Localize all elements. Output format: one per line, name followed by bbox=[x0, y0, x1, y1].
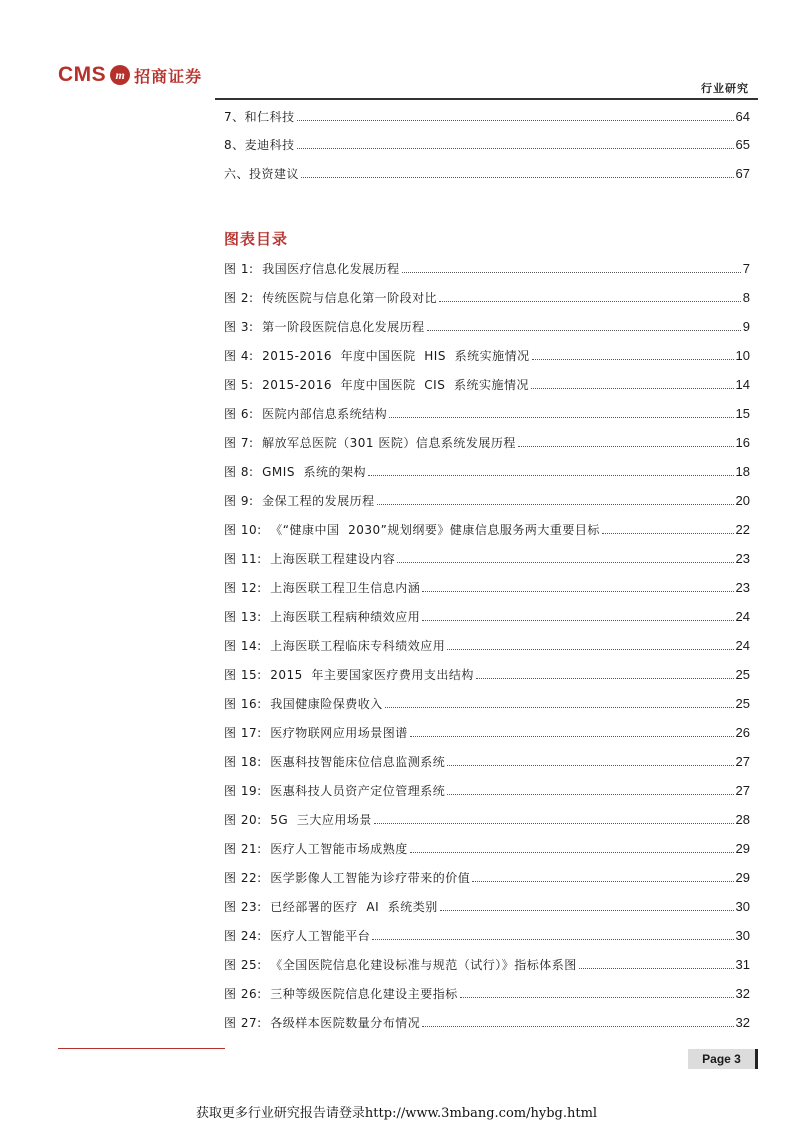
figure-entry-page: 32 bbox=[735, 986, 750, 1001]
dot-leader bbox=[460, 997, 734, 998]
figure-entry-page: 25 bbox=[735, 696, 750, 711]
figure-entry-label: 图 21: 医疗人工智能市场成熟度 bbox=[224, 842, 408, 856]
figure-entry[interactable] bbox=[224, 664, 750, 682]
dot-leader bbox=[377, 504, 734, 505]
toc-entry[interactable] bbox=[224, 106, 750, 124]
page-number-accent bbox=[755, 1049, 758, 1069]
dot-leader bbox=[476, 678, 734, 679]
figure-entry-label: 图 19: 医惠科技人员资产定位管理系统 bbox=[224, 784, 446, 798]
figure-entry-label: 图 17: 医疗物联网应用场景图谱 bbox=[224, 726, 408, 740]
figure-entry-page: 7 bbox=[742, 261, 750, 276]
dot-leader bbox=[297, 148, 734, 149]
figure-entry[interactable] bbox=[224, 722, 750, 740]
figure-entry-page: 29 bbox=[735, 870, 750, 885]
dot-leader bbox=[397, 562, 733, 563]
figure-entry-page: 8 bbox=[742, 290, 750, 305]
figure-entry-label: 图 22: 医学影像人工智能为诊疗带来的价值 bbox=[224, 871, 471, 885]
figure-entry-label: 图 24: 医疗人工智能平台 bbox=[224, 929, 371, 943]
figure-entry-page: 26 bbox=[735, 725, 750, 740]
figure-entry-label: 图 8: GMIS 系统的架构 bbox=[224, 465, 367, 479]
figure-entry-page: 16 bbox=[735, 435, 750, 450]
dot-leader bbox=[440, 910, 734, 911]
figure-entry-page: 24 bbox=[735, 638, 750, 653]
dot-leader bbox=[410, 736, 734, 737]
section-label: 行业研究 bbox=[701, 82, 749, 95]
figure-entry[interactable] bbox=[224, 983, 750, 1001]
figure-entry-label: 图 10: 《“健康中国 2030”规划纲要》健康信息服务两大重要目标 bbox=[224, 523, 600, 537]
figure-entry-page: 23 bbox=[735, 551, 750, 566]
figure-entry-page: 30 bbox=[735, 928, 750, 943]
dot-leader bbox=[410, 852, 734, 853]
dot-leader bbox=[531, 388, 734, 389]
figure-entry-label: 图 11: 上海医联工程建设内容 bbox=[224, 552, 396, 566]
figure-entry[interactable] bbox=[224, 374, 750, 392]
figure-entry-label: 图 13: 上海医联工程病种绩效应用 bbox=[224, 610, 421, 624]
figure-entry[interactable] bbox=[224, 693, 750, 711]
dot-leader bbox=[372, 939, 733, 940]
figure-entry-label: 图 27: 各级样本医院数量分布情况 bbox=[224, 1016, 421, 1030]
figure-entry-label: 图 25: 《全国医院信息化建设标准与规范（试行）》指标体系图 bbox=[224, 958, 577, 972]
figure-entry[interactable] bbox=[224, 896, 750, 914]
figure-entry-label: 图 6: 医院内部信息系统结构 bbox=[224, 407, 388, 421]
dot-leader bbox=[389, 417, 733, 418]
dot-leader bbox=[374, 823, 734, 824]
toc-entry[interactable] bbox=[224, 163, 750, 181]
dot-leader bbox=[422, 1026, 733, 1027]
figure-entry-page: 20 bbox=[735, 493, 750, 508]
figure-entry-label: 图 14: 上海医联工程临床专科绩效应用 bbox=[224, 639, 446, 653]
figure-entry-label: 图 16: 我国健康险保费收入 bbox=[224, 697, 383, 711]
dot-leader bbox=[472, 881, 733, 882]
figure-entry[interactable] bbox=[224, 751, 750, 769]
figure-entry-page: 24 bbox=[735, 609, 750, 624]
figure-entry-label: 图 23: 已经部署的医疗 AI 系统类别 bbox=[224, 900, 438, 914]
figure-entry-label: 图 20: 5G 三大应用场景 bbox=[224, 813, 372, 827]
figure-entry-page: 23 bbox=[735, 580, 750, 595]
figure-entry[interactable] bbox=[224, 809, 750, 827]
logo-cms-text: CMS bbox=[58, 63, 107, 86]
figure-entry[interactable] bbox=[224, 403, 750, 421]
figure-entry-label: 图 4: 2015-2016 年度中国医院 HIS 系统实施情况 bbox=[224, 349, 530, 363]
figure-entry-page: 15 bbox=[735, 406, 750, 421]
dot-leader bbox=[579, 968, 734, 969]
figure-entry-label: 图 9: 金保工程的发展历程 bbox=[224, 494, 375, 508]
figure-entry-label: 图 5: 2015-2016 年度中国医院 CIS 系统实施情况 bbox=[224, 378, 529, 392]
figure-entry-page: 18 bbox=[735, 464, 750, 479]
figure-entry[interactable] bbox=[224, 780, 750, 798]
page-number: Page 3 bbox=[688, 1049, 755, 1069]
toc-entry-label: 8、麦迪科技 bbox=[224, 138, 295, 152]
figure-entry[interactable] bbox=[224, 635, 750, 653]
figure-entry-page: 29 bbox=[735, 841, 750, 856]
figure-entry-page: 31 bbox=[735, 957, 750, 972]
dot-leader bbox=[602, 533, 734, 534]
figure-entry[interactable] bbox=[224, 490, 750, 508]
figure-entry[interactable] bbox=[224, 606, 750, 624]
toc-entry-label: 7、和仁科技 bbox=[224, 110, 295, 124]
figure-entry-page: 27 bbox=[735, 754, 750, 769]
dot-leader bbox=[447, 649, 733, 650]
figure-entry-page: 9 bbox=[742, 319, 750, 334]
toc-entry-page: 67 bbox=[735, 166, 750, 181]
toc-entry-label: 六、投资建议 bbox=[224, 167, 300, 181]
figure-entry-page: 10 bbox=[735, 348, 750, 363]
figure-entry[interactable] bbox=[224, 1012, 750, 1030]
figure-entry[interactable] bbox=[224, 548, 750, 566]
figure-entry[interactable] bbox=[224, 867, 750, 885]
dot-leader bbox=[439, 301, 741, 302]
dot-leader bbox=[447, 794, 733, 795]
figure-entry-page: 25 bbox=[735, 667, 750, 682]
logo-mark-icon: m bbox=[110, 65, 130, 85]
figure-entry[interactable] bbox=[224, 838, 750, 856]
toc-entry[interactable] bbox=[224, 134, 750, 152]
dot-leader bbox=[297, 120, 734, 121]
dot-leader bbox=[532, 359, 734, 360]
figure-entry-page: 30 bbox=[735, 899, 750, 914]
figure-entry-label: 图 26: 三种等级医院信息化建设主要指标 bbox=[224, 987, 458, 1001]
toc-entry-page: 64 bbox=[735, 109, 750, 124]
figure-entry[interactable] bbox=[224, 287, 750, 305]
figure-entry[interactable] bbox=[224, 519, 750, 537]
dot-leader bbox=[422, 591, 733, 592]
figure-entry-label: 图 3: 第一阶段医院信息化发展历程 bbox=[224, 320, 425, 334]
figure-entry-label: 图 15: 2015 年主要国家医疗费用支出结构 bbox=[224, 668, 474, 682]
figure-entry[interactable] bbox=[224, 577, 750, 595]
download-note[interactable]: 获取更多行业研究报告请登录http://www.3mbang.com/hybg.html bbox=[195, 1106, 598, 1121]
footnote-divider bbox=[58, 1048, 225, 1049]
figure-entry[interactable] bbox=[224, 258, 750, 276]
figure-entry-label: 图 2: 传统医院与信息化第一阶段对比 bbox=[224, 291, 438, 305]
dot-leader bbox=[422, 620, 733, 621]
figure-entry-label: 图 1: 我国医疗信息化发展历程 bbox=[224, 262, 400, 276]
header-divider bbox=[215, 98, 758, 100]
figure-entry[interactable] bbox=[224, 316, 750, 334]
figure-entry-page: 14 bbox=[735, 377, 750, 392]
figure-entry[interactable] bbox=[224, 345, 750, 363]
logo-company-name: 招商证券 bbox=[134, 66, 203, 86]
dot-leader bbox=[518, 446, 734, 447]
figure-entry[interactable] bbox=[224, 925, 750, 943]
figure-entry[interactable] bbox=[224, 461, 750, 479]
dot-leader bbox=[385, 707, 734, 708]
dot-leader bbox=[447, 765, 733, 766]
figure-entry-label: 图 7: 解放军总医院（301 医院）信息系统发展历程 bbox=[224, 436, 516, 450]
figure-entry[interactable] bbox=[224, 432, 750, 450]
figure-entry-page: 27 bbox=[735, 783, 750, 798]
toc-entry-page: 65 bbox=[735, 137, 750, 152]
figure-entry-page: 22 bbox=[735, 522, 750, 537]
figure-entry-page: 32 bbox=[735, 1015, 750, 1030]
figure-entry-page: 28 bbox=[735, 812, 750, 827]
dot-leader bbox=[368, 475, 733, 476]
dot-leader bbox=[301, 177, 734, 178]
figures-heading: 图表目录 bbox=[224, 230, 289, 248]
dot-leader bbox=[402, 272, 741, 273]
company-logo bbox=[58, 62, 202, 88]
figure-entry-label: 图 12: 上海医联工程卫生信息内涵 bbox=[224, 581, 421, 595]
dot-leader bbox=[427, 330, 741, 331]
figure-entry-label: 图 18: 医惠科技智能床位信息监测系统 bbox=[224, 755, 446, 769]
figure-entry[interactable] bbox=[224, 954, 750, 972]
